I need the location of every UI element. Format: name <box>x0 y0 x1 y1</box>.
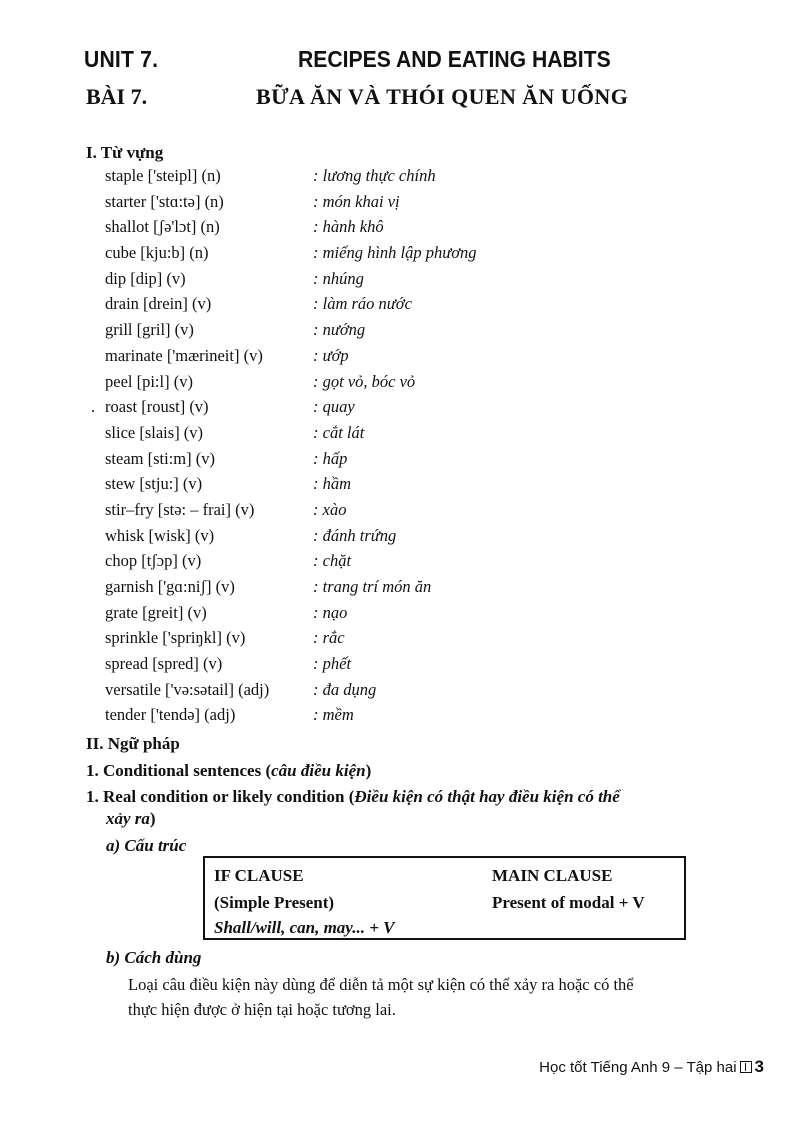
vocab-term: grate [greit] (v) <box>105 602 207 622</box>
vocab-row <box>0 395 800 421</box>
vocab-term: peel [pi:l] (v) <box>105 371 193 391</box>
vocab-meaning: : chặt <box>313 551 352 571</box>
vocab-row <box>0 447 800 473</box>
unit-title: UNIT 7. <box>84 46 159 72</box>
vocab-term: stew [stju:] (v) <box>105 474 203 494</box>
vocab-row <box>0 370 800 396</box>
vocab-row <box>0 292 800 318</box>
vocab-row <box>0 164 800 190</box>
page-number: 3 <box>754 1057 764 1076</box>
vocab-meaning: : phết <box>313 654 352 674</box>
vocab-row <box>0 703 800 729</box>
vocab-row <box>0 575 800 601</box>
vocab-mark: . <box>91 397 96 417</box>
vocab-row <box>0 652 800 678</box>
vocab-meaning: : gọt vỏ, bóc vỏ <box>313 371 416 391</box>
vocab-row <box>0 626 800 652</box>
vocab-row <box>0 601 800 627</box>
vocab-row <box>0 215 800 241</box>
real-condition-heading: 1. Real condition or likely condition (Điều kiện có thật hay điều kiện có thể <box>86 787 620 806</box>
vocab-term: cube [kju:b] (n) <box>105 243 209 263</box>
vocab-term: slice [slais] (v) <box>105 422 204 442</box>
vocab-meaning: : nạo <box>313 602 348 622</box>
conditional-heading: 1. Conditional sentences (câu điều kiện) <box>86 761 372 780</box>
vocab-term: whisk [wisk] (v) <box>105 525 215 545</box>
vocab-term: starter ['stɑ:tə] (n) <box>105 191 224 211</box>
vocab-meaning: : nướng <box>313 320 366 340</box>
vocab-meaning: : trang trí món ăn <box>313 577 432 596</box>
vocab-term: steam [sti:m] (v) <box>105 448 215 468</box>
usage-heading: b) Cách dùng <box>106 948 202 967</box>
vocabulary-heading: I. Từ vựng <box>86 143 164 162</box>
vocab-term: garnish ['gɑ:niʃ] (v) <box>105 577 235 596</box>
page-footer <box>539 1057 764 1077</box>
vocab-term: versatile ['və:sətail] (adj) <box>105 679 270 699</box>
present-modal-label: Present of modal + V <box>492 893 645 912</box>
vocab-row <box>0 421 800 447</box>
vocab-meaning: : hành khô <box>313 217 384 237</box>
vocab-row <box>0 344 800 370</box>
vocab-meaning: : lương thực chính <box>313 166 436 185</box>
vocab-term: staple ['steipl] (n) <box>105 166 221 185</box>
real-condition-heading-cont: xảy ra) <box>106 809 156 828</box>
modals-label: Shall/will, can, may... + V <box>214 918 395 937</box>
vocab-row <box>0 267 800 293</box>
vocab-row <box>0 678 800 704</box>
vocab-meaning: : món khai vị <box>313 191 400 211</box>
vocab-term: sprinkle ['spriŋkl] (v) <box>105 628 246 648</box>
vocab-meaning: : hấp <box>313 448 348 468</box>
vocab-meaning: : xào <box>313 499 347 519</box>
vocab-term: drain [drein] (v) <box>105 294 212 314</box>
lesson-title: BÀI 7. <box>86 84 148 109</box>
vocab-meaning: : hầm <box>313 474 352 494</box>
vocab-term: stir–fry [stə: – frai] (v) <box>105 499 255 519</box>
simple-present-label: (Simple Present) <box>214 893 335 912</box>
vocab-meaning: : đa dụng <box>313 679 377 699</box>
vocab-term: chop [tʃɔp] (v) <box>105 551 202 571</box>
vocab-term: grill [gril] (v) <box>105 320 194 340</box>
vocab-term: dip [dip] (v) <box>105 268 186 288</box>
vocab-term: shallot [ʃə'lɔt] (n) <box>105 217 220 237</box>
vocab-meaning: : ướp <box>313 345 349 365</box>
vocab-meaning: : cắt lát <box>313 422 365 442</box>
book-title: Học tốt Tiếng Anh 9 – Tập hai <box>539 1058 737 1076</box>
vocab-row <box>0 318 800 344</box>
vocab-term: tender ['tendə] (adj) <box>105 705 236 725</box>
vocab-row <box>0 524 800 550</box>
vocab-meaning: : nhúng <box>313 268 364 288</box>
vocab-meaning: : quay <box>313 397 355 417</box>
vocab-row <box>0 472 800 498</box>
main-clause-header: MAIN CLAUSE <box>492 866 613 885</box>
usage-paragraph-line1: Loại câu điều kiện này dùng để diễn tả một sự kiện có thể xảy ra hoặc có thể <box>128 975 634 994</box>
unit-topic: RECIPES AND EATING HABITS <box>298 46 611 72</box>
vocab-row <box>0 190 800 216</box>
vocab-meaning: : rắc <box>313 628 345 648</box>
book-icon <box>740 1061 752 1073</box>
lesson-topic: BỮA ĂN VÀ THÓI QUEN ĂN UỐNG <box>256 84 629 109</box>
vocab-term: roast [roust] (v) <box>105 397 209 417</box>
vocab-meaning: : mềm <box>313 705 354 725</box>
structure-heading: a) Cấu trúc <box>106 836 187 855</box>
grammar-heading: II. Ngữ pháp <box>86 734 180 753</box>
vocab-meaning: : miếng hình lập phương <box>313 243 477 263</box>
vocab-meaning: : đánh trứng <box>313 525 397 545</box>
vocab-term: spread [spred] (v) <box>105 654 223 674</box>
if-clause-header: IF CLAUSE <box>214 866 304 885</box>
vocab-term: marinate ['mærineit] (v) <box>105 345 263 365</box>
vocab-row <box>0 549 800 575</box>
vocab-row <box>0 241 800 267</box>
vocab-row <box>0 498 800 524</box>
vocabulary-list <box>0 164 800 729</box>
structure-table <box>203 856 686 940</box>
usage-paragraph-line2: thực hiện được ở hiện tại hoặc tương lai. <box>128 1000 396 1019</box>
vocab-meaning: : làm ráo nước <box>313 294 412 314</box>
